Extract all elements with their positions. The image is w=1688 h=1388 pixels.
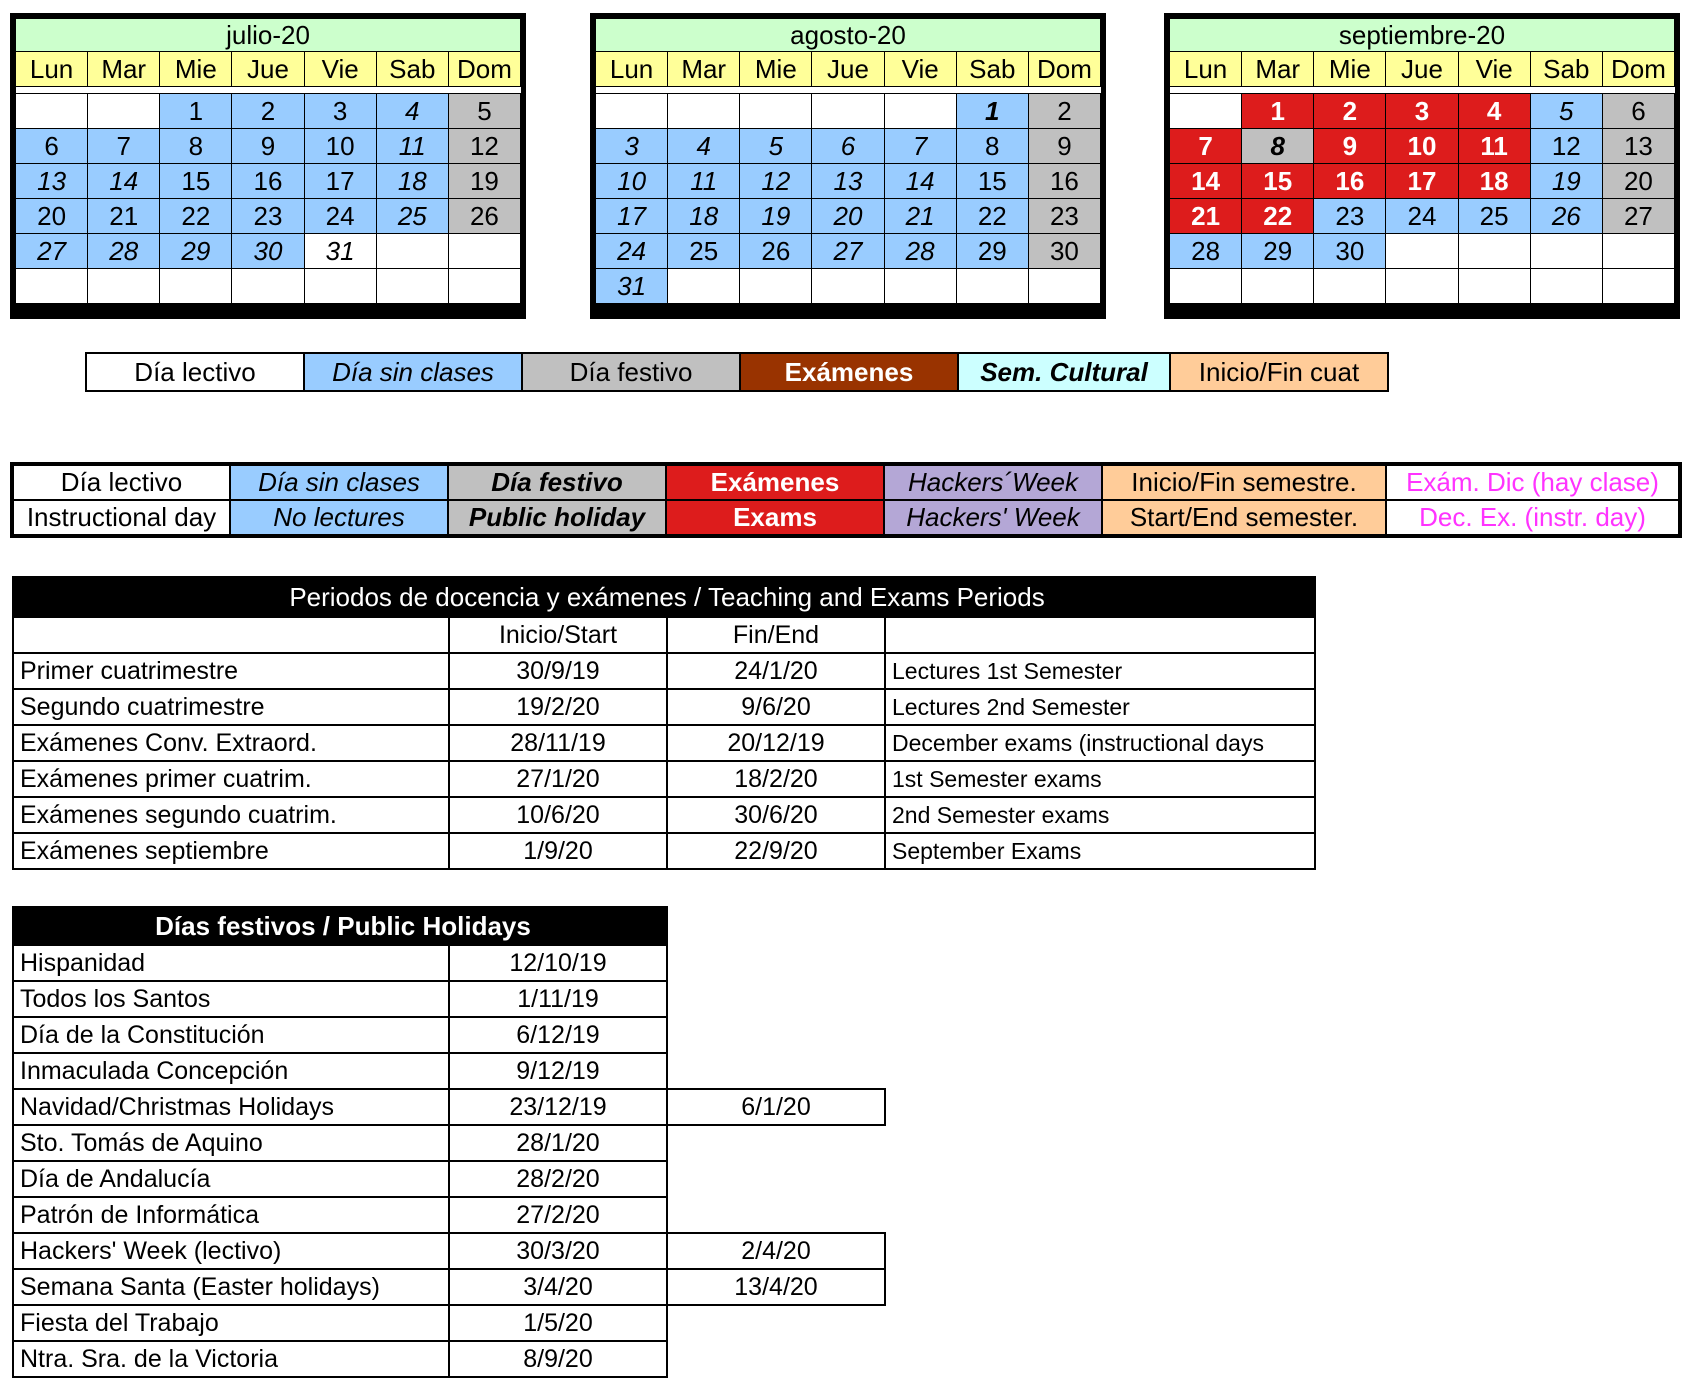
table-cell: 6/12/19 xyxy=(449,1017,667,1053)
weekday-header: Sab xyxy=(1530,52,1602,87)
legend-item: Día festivo xyxy=(522,353,740,391)
table-cell: 30/3/20 xyxy=(449,1233,667,1269)
day-cell xyxy=(1458,269,1530,304)
day-cell: 25 xyxy=(376,199,448,234)
legend-item-en: Hackers' Week xyxy=(884,500,1102,536)
table-cell: 24/1/20 xyxy=(667,653,885,689)
table-row xyxy=(13,689,1315,725)
calendar-table xyxy=(15,18,521,304)
day-cell: 29 xyxy=(160,234,232,269)
day-cell xyxy=(1314,269,1386,304)
table-cell-empty xyxy=(667,1125,885,1161)
table-cell: Lectures 1st Semester xyxy=(885,653,1315,689)
spacer xyxy=(16,87,521,94)
weekday-header: Dom xyxy=(1602,52,1674,87)
day-cell: 7 xyxy=(1170,129,1242,164)
legend-item: Exámenes xyxy=(740,353,958,391)
day-cell: 24 xyxy=(1386,199,1458,234)
table-cell: Hispanidad xyxy=(13,945,449,981)
table-cell-empty xyxy=(667,1305,885,1341)
day-cell: 6 xyxy=(812,129,884,164)
weekday-header: Lun xyxy=(16,52,88,87)
table-cell: Fiesta del Trabajo xyxy=(13,1305,449,1341)
day-cell: 27 xyxy=(1602,199,1674,234)
day-cell xyxy=(1602,234,1674,269)
table-cell: 2nd Semester exams xyxy=(885,797,1315,833)
day-cell: 9 xyxy=(1028,129,1100,164)
day-cell: 18 xyxy=(668,199,740,234)
day-cell: 30 xyxy=(1028,234,1100,269)
table-cell: Día de Andalucía xyxy=(13,1161,449,1197)
day-cell: 19 xyxy=(1530,164,1602,199)
day-cell xyxy=(740,269,812,304)
table-cell: Día de la Constitución xyxy=(13,1017,449,1053)
weekday-header: Dom xyxy=(1028,52,1100,87)
day-cell: 5 xyxy=(740,129,812,164)
table-cell: December exams (instructional days xyxy=(885,725,1315,761)
legend-item: Inicio/Fin cuat xyxy=(1170,353,1388,391)
table-cell-empty xyxy=(667,945,885,981)
column-header xyxy=(13,617,449,653)
weekday-header: Vie xyxy=(304,52,376,87)
day-cell: 23 xyxy=(1028,199,1100,234)
table-cell: 18/2/20 xyxy=(667,761,885,797)
day-cell: 12 xyxy=(448,129,520,164)
table-cell: 28/1/20 xyxy=(449,1125,667,1161)
day-cell: 22 xyxy=(160,199,232,234)
column-header: Inicio/Start xyxy=(449,617,667,653)
table-cell: 12/10/19 xyxy=(449,945,667,981)
day-cell xyxy=(304,269,376,304)
month-title: septiembre-20 xyxy=(1170,19,1675,52)
day-cell: 26 xyxy=(740,234,812,269)
day-cell xyxy=(448,269,520,304)
day-cell: 21 xyxy=(88,199,160,234)
day-cell: 30 xyxy=(232,234,304,269)
day-cell xyxy=(1170,94,1242,129)
day-cell: 23 xyxy=(1314,199,1386,234)
day-cell: 10 xyxy=(596,164,668,199)
table-cell: Navidad/Christmas Holidays xyxy=(13,1089,449,1125)
day-cell: 6 xyxy=(1602,94,1674,129)
day-cell: 4 xyxy=(1458,94,1530,129)
holidays-table xyxy=(12,906,886,1378)
weekday-header: Mar xyxy=(88,52,160,87)
weekday-header: Dom xyxy=(448,52,520,87)
table-cell: 3/4/20 xyxy=(449,1269,667,1305)
table-row xyxy=(13,725,1315,761)
day-cell xyxy=(376,234,448,269)
table-cell: Exámenes Conv. Extraord. xyxy=(13,725,449,761)
weekday-header: Jue xyxy=(812,52,884,87)
day-cell: 12 xyxy=(1530,129,1602,164)
legend-item-en: Public holiday xyxy=(448,500,666,536)
table-cell: Inmaculada Concepción xyxy=(13,1053,449,1089)
table-row xyxy=(13,1161,885,1197)
day-cell xyxy=(884,269,956,304)
day-cell: 2 xyxy=(232,94,304,129)
holidays-title: Días festivos / Public Holidays xyxy=(13,907,667,945)
table-cell: 1/11/19 xyxy=(449,981,667,1017)
table-cell: 27/1/20 xyxy=(449,761,667,797)
day-cell xyxy=(1170,269,1242,304)
table-row xyxy=(13,1053,885,1089)
table-cell-empty xyxy=(667,1197,885,1233)
periods-table xyxy=(12,576,1316,870)
weekday-header: Sab xyxy=(376,52,448,87)
day-cell: 5 xyxy=(1530,94,1602,129)
legend-item: Día lectivo xyxy=(86,353,304,391)
day-cell: 24 xyxy=(596,234,668,269)
day-cell: 25 xyxy=(1458,199,1530,234)
day-cell: 16 xyxy=(1314,164,1386,199)
day-cell: 25 xyxy=(668,234,740,269)
table-cell: Exámenes primer cuatrim. xyxy=(13,761,449,797)
table-row xyxy=(13,1089,885,1125)
day-cell: 2 xyxy=(1028,94,1100,129)
table-cell: Lectures 2nd Semester xyxy=(885,689,1315,725)
table-cell: September Exams xyxy=(885,833,1315,869)
table-cell: 23/12/19 xyxy=(449,1089,667,1125)
legend-item-en: Start/End semester. xyxy=(1102,500,1386,536)
day-cell: 10 xyxy=(304,129,376,164)
table-cell: 28/2/20 xyxy=(449,1161,667,1197)
day-cell: 27 xyxy=(812,234,884,269)
legend-item-es: Día sin clases xyxy=(230,464,448,500)
table-cell: Exámenes septiembre xyxy=(13,833,449,869)
table-row xyxy=(13,981,885,1017)
legend-item-es: Día lectivo xyxy=(12,464,230,500)
table-cell: Exámenes segundo cuatrim. xyxy=(13,797,449,833)
day-cell: 4 xyxy=(376,94,448,129)
table-row xyxy=(13,945,885,981)
day-cell: 13 xyxy=(812,164,884,199)
day-cell: 11 xyxy=(668,164,740,199)
day-cell: 23 xyxy=(232,199,304,234)
table-cell: 27/2/20 xyxy=(449,1197,667,1233)
column-header xyxy=(885,617,1315,653)
legend-bilingual xyxy=(10,462,1682,538)
day-cell xyxy=(596,94,668,129)
table-cell: 6/1/20 xyxy=(667,1089,885,1125)
day-cell xyxy=(16,269,88,304)
table-cell-empty xyxy=(667,1161,885,1197)
column-header: Fin/End xyxy=(667,617,885,653)
table-cell: 9/6/20 xyxy=(667,689,885,725)
day-cell xyxy=(1386,234,1458,269)
day-cell xyxy=(668,94,740,129)
day-cell xyxy=(1602,269,1674,304)
day-cell xyxy=(1028,269,1100,304)
day-cell: 29 xyxy=(1242,234,1314,269)
day-cell: 17 xyxy=(304,164,376,199)
table-cell: 2/4/20 xyxy=(667,1233,885,1269)
legend-item-es: Hackers´Week xyxy=(884,464,1102,500)
day-cell xyxy=(1458,234,1530,269)
calendar-september xyxy=(1164,13,1680,319)
day-cell: 26 xyxy=(1530,199,1602,234)
day-cell: 24 xyxy=(304,199,376,234)
day-cell xyxy=(956,269,1028,304)
weekday-header: Mie xyxy=(160,52,232,87)
day-cell: 27 xyxy=(16,234,88,269)
weekday-header: Vie xyxy=(884,52,956,87)
day-cell: 3 xyxy=(596,129,668,164)
table-row xyxy=(13,1017,885,1053)
table-row xyxy=(13,833,1315,869)
day-cell: 20 xyxy=(16,199,88,234)
day-cell: 30 xyxy=(1314,234,1386,269)
table-cell-empty xyxy=(667,1053,885,1089)
weekday-header: Mar xyxy=(668,52,740,87)
table-row xyxy=(13,1305,885,1341)
day-cell: 3 xyxy=(1386,94,1458,129)
table-cell: 9/12/19 xyxy=(449,1053,667,1089)
day-cell: 18 xyxy=(376,164,448,199)
day-cell xyxy=(1386,269,1458,304)
periods-title: Periodos de docencia y exámenes / Teaching and Exams Periods xyxy=(13,577,1315,617)
day-cell: 2 xyxy=(1314,94,1386,129)
day-cell: 20 xyxy=(1602,164,1674,199)
day-cell: 8 xyxy=(1242,129,1314,164)
day-cell xyxy=(1530,234,1602,269)
day-cell: 1 xyxy=(160,94,232,129)
day-cell: 5 xyxy=(448,94,520,129)
day-cell: 14 xyxy=(884,164,956,199)
day-cell: 31 xyxy=(596,269,668,304)
table-cell: Hackers' Week (lectivo) xyxy=(13,1233,449,1269)
day-cell xyxy=(884,94,956,129)
day-cell: 7 xyxy=(88,129,160,164)
day-cell: 15 xyxy=(160,164,232,199)
weekday-header: Lun xyxy=(596,52,668,87)
table-cell: 30/9/19 xyxy=(449,653,667,689)
table-cell-empty xyxy=(667,1341,885,1377)
table-row xyxy=(13,653,1315,689)
table-row xyxy=(13,1197,885,1233)
table-row xyxy=(13,1233,885,1269)
table-cell: 19/2/20 xyxy=(449,689,667,725)
day-cell: 10 xyxy=(1386,129,1458,164)
day-cell: 9 xyxy=(232,129,304,164)
day-cell xyxy=(88,94,160,129)
day-cell xyxy=(1530,269,1602,304)
table-cell-empty xyxy=(667,981,885,1017)
month-title: agosto-20 xyxy=(596,19,1101,52)
legend-item: Día sin clases xyxy=(304,353,522,391)
table-row xyxy=(13,1125,885,1161)
weekday-header: Mie xyxy=(1314,52,1386,87)
table-cell: 28/11/19 xyxy=(449,725,667,761)
table-row xyxy=(13,1269,885,1305)
table-cell: 10/6/20 xyxy=(449,797,667,833)
day-cell: 8 xyxy=(956,129,1028,164)
day-cell: 19 xyxy=(740,199,812,234)
day-cell: 15 xyxy=(1242,164,1314,199)
day-cell xyxy=(160,269,232,304)
legend-item-es: Exámenes xyxy=(666,464,884,500)
day-cell: 28 xyxy=(1170,234,1242,269)
day-cell: 22 xyxy=(956,199,1028,234)
legend-item-es: Inicio/Fin semestre. xyxy=(1102,464,1386,500)
spacer xyxy=(1170,87,1675,94)
day-cell: 3 xyxy=(304,94,376,129)
weekday-header: Lun xyxy=(1170,52,1242,87)
day-cell: 13 xyxy=(1602,129,1674,164)
day-cell: 11 xyxy=(1458,129,1530,164)
table-cell: Segundo cuatrimestre xyxy=(13,689,449,725)
day-cell: 1 xyxy=(956,94,1028,129)
weekday-header: Jue xyxy=(232,52,304,87)
table-cell: Patrón de Informática xyxy=(13,1197,449,1233)
day-cell xyxy=(668,269,740,304)
table-cell: 13/4/20 xyxy=(667,1269,885,1305)
weekday-header: Mie xyxy=(740,52,812,87)
day-cell: 21 xyxy=(1170,199,1242,234)
day-cell: 18 xyxy=(1458,164,1530,199)
table-row xyxy=(13,797,1315,833)
table-cell: Primer cuatrimestre xyxy=(13,653,449,689)
month-title: julio-20 xyxy=(16,19,521,52)
day-cell xyxy=(232,269,304,304)
day-cell xyxy=(376,269,448,304)
day-cell: 17 xyxy=(596,199,668,234)
calendar-table xyxy=(595,18,1101,304)
weekday-header: Jue xyxy=(1386,52,1458,87)
table-cell: Todos los Santos xyxy=(13,981,449,1017)
day-cell: 8 xyxy=(160,129,232,164)
day-cell: 4 xyxy=(668,129,740,164)
table-cell-empty xyxy=(667,1017,885,1053)
day-cell xyxy=(812,269,884,304)
table-cell: 20/12/19 xyxy=(667,725,885,761)
day-cell: 12 xyxy=(740,164,812,199)
legend-spanish xyxy=(85,352,1389,392)
day-cell: 14 xyxy=(88,164,160,199)
day-cell xyxy=(740,94,812,129)
legend-item-en: No lectures xyxy=(230,500,448,536)
legend-item: Sem. Cultural xyxy=(958,353,1170,391)
day-cell: 21 xyxy=(884,199,956,234)
table-row xyxy=(13,1341,885,1377)
day-cell: 20 xyxy=(812,199,884,234)
table-cell: 22/9/20 xyxy=(667,833,885,869)
table-cell: 1st Semester exams xyxy=(885,761,1315,797)
spacer xyxy=(596,87,1101,94)
day-cell: 14 xyxy=(1170,164,1242,199)
day-cell: 29 xyxy=(956,234,1028,269)
table-row xyxy=(13,761,1315,797)
day-cell: 6 xyxy=(16,129,88,164)
day-cell: 13 xyxy=(16,164,88,199)
legend-item-en: Dec. Ex. (instr. day) xyxy=(1386,500,1680,536)
weekday-header: Vie xyxy=(1458,52,1530,87)
table-cell: Semana Santa (Easter holidays) xyxy=(13,1269,449,1305)
day-cell: 16 xyxy=(1028,164,1100,199)
weekday-header: Sab xyxy=(956,52,1028,87)
day-cell xyxy=(16,94,88,129)
legend-item-en: Instructional day xyxy=(12,500,230,536)
table-cell: Ntra. Sra. de la Victoria xyxy=(13,1341,449,1377)
calendar-july xyxy=(10,13,526,319)
calendar-table xyxy=(1169,18,1675,304)
day-cell: 1 xyxy=(1242,94,1314,129)
day-cell xyxy=(1242,269,1314,304)
legend-item-es: Día festivo xyxy=(448,464,666,500)
legend-item-en: Exams xyxy=(666,500,884,536)
day-cell: 16 xyxy=(232,164,304,199)
legend-item-es: Exám. Dic (hay clase) xyxy=(1386,464,1680,500)
day-cell: 28 xyxy=(884,234,956,269)
day-cell: 22 xyxy=(1242,199,1314,234)
calendar-august xyxy=(590,13,1106,319)
table-cell: Sto. Tomás de Aquino xyxy=(13,1125,449,1161)
weekday-header: Mar xyxy=(1242,52,1314,87)
table-cell: 1/5/20 xyxy=(449,1305,667,1341)
day-cell: 31 xyxy=(304,234,376,269)
day-cell: 26 xyxy=(448,199,520,234)
table-cell: 8/9/20 xyxy=(449,1341,667,1377)
table-cell: 30/6/20 xyxy=(667,797,885,833)
day-cell: 9 xyxy=(1314,129,1386,164)
day-cell: 19 xyxy=(448,164,520,199)
day-cell: 17 xyxy=(1386,164,1458,199)
day-cell: 7 xyxy=(884,129,956,164)
day-cell xyxy=(88,269,160,304)
day-cell: 11 xyxy=(376,129,448,164)
day-cell: 28 xyxy=(88,234,160,269)
day-cell xyxy=(812,94,884,129)
day-cell xyxy=(448,234,520,269)
table-cell: 1/9/20 xyxy=(449,833,667,869)
day-cell: 15 xyxy=(956,164,1028,199)
